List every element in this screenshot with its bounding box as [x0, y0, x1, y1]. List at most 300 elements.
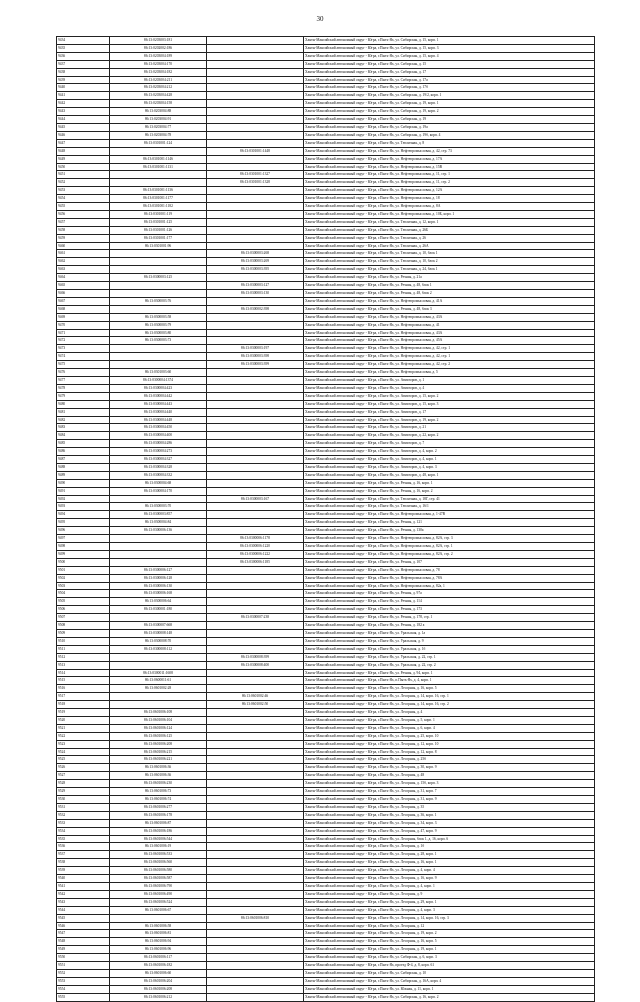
- row-number-cell: 9442: [57, 100, 110, 108]
- table-row: [57, 550, 595, 558]
- building-cadastral-number-cell: [207, 716, 304, 724]
- row-number-cell: 9535: [57, 835, 110, 843]
- building-cadastral-number-cell: [207, 796, 304, 804]
- building-cadastral-number-cell: [207, 60, 304, 68]
- table-row: [57, 52, 595, 60]
- table-row: [57, 131, 595, 139]
- address-cell: Ханты-Мансийский автономный округ - Югра, г.Пыть-Ях, ул. Сибирская, д. 6, корп. 3: [304, 954, 595, 962]
- address-cell: Ханты-Мансийский автономный округ - Югра, г.Пыть-Ях, ул. Речная, д. 107: [304, 558, 595, 566]
- table-row: [57, 242, 595, 250]
- building-cadastral-number-cell: 86:13:0300003:167: [207, 495, 304, 503]
- land-cadastral-number-cell: 86:13:0601006:96: [110, 946, 207, 954]
- table-row: [57, 297, 595, 305]
- table-row: [57, 835, 595, 843]
- building-cadastral-number-cell: [207, 709, 304, 717]
- table-row: [57, 875, 595, 883]
- land-cadastral-number-cell: 86:13:0300004:328: [110, 463, 207, 471]
- building-cadastral-number-cell: [207, 969, 304, 977]
- row-number-cell: 9488: [57, 463, 110, 471]
- table-row: [57, 408, 595, 416]
- table-row: [57, 337, 595, 345]
- row-number-cell: 9487: [57, 456, 110, 464]
- building-cadastral-number-cell: [207, 685, 304, 693]
- table-row: [57, 313, 595, 321]
- address-cell: Ханты-Мансийский автономный округ - Югра, г.Пыть-Ях, ул. Лесорная, д. 25, корп. 10: [304, 732, 595, 740]
- land-cadastral-number-cell: [110, 558, 207, 566]
- land-cadastral-number-cell: 86:13:0300003:70: [110, 503, 207, 511]
- building-cadastral-number-cell: [207, 788, 304, 796]
- table-row: [57, 147, 595, 155]
- address-cell: Ханты-Мансийский автономный округ - Югра, г.Пыть-Ях, ул. Лесорная, д. 25б: [304, 756, 595, 764]
- building-cadastral-number-cell: [207, 52, 304, 60]
- land-cadastral-number-cell: 86:13:0300003:125: [110, 274, 207, 282]
- building-cadastral-number-cell: 86:13:0300008:400: [207, 661, 304, 669]
- table-row: [57, 566, 595, 574]
- row-number-cell: 9537: [57, 851, 110, 859]
- land-cadastral-number-cell: 86:13:0601006:67: [110, 906, 207, 914]
- row-number-cell: 9529: [57, 788, 110, 796]
- building-cadastral-number-cell: [207, 163, 304, 171]
- address-cell: Ханты-Мансийский автономный округ - Югра, г.Пыть-Ях, ул. Сибирская, д. 10: [304, 969, 595, 977]
- land-cadastral-number-cell: 86:13:0203004:77: [110, 123, 207, 131]
- building-cadastral-number-cell: [207, 882, 304, 890]
- land-cadastral-number-cell: 86:13:0301001:125: [110, 218, 207, 226]
- table-row: [57, 962, 595, 970]
- building-cadastral-number-cell: [207, 218, 304, 226]
- address-cell: Ханты-Мансийский автономный округ - Югра, г.Пыть-Ях, ул. Нефтепромысловая, д. 78: [304, 566, 595, 574]
- row-number-cell: 9485: [57, 440, 110, 448]
- table-row: [57, 764, 595, 772]
- table-row: [57, 701, 595, 709]
- building-cadastral-number-cell: [207, 677, 304, 685]
- address-cell: Ханты-Мансийский автономный округ - Югра, г.Пыть-Ях, ул. Лесорная, д. 16, корп. 9: [304, 875, 595, 883]
- land-cadastral-number-cell: [110, 693, 207, 701]
- land-cadastral-number-cell: 86:13:0301001:1131: [110, 163, 207, 171]
- table-row: [57, 108, 595, 116]
- building-cadastral-number-cell: 86:13:0300008:399: [207, 653, 304, 661]
- address-cell: Ханты-Мансийский автономный округ - Югра, г.Пыть-Ях, ул. Тепличная, д. 26А: [304, 242, 595, 250]
- row-number-cell: 9468: [57, 305, 110, 313]
- building-cadastral-number-cell: [207, 313, 304, 321]
- row-number-cell: 9506: [57, 606, 110, 614]
- building-cadastral-number-cell: [207, 384, 304, 392]
- land-cadastral-number-cell: 86:13:0203003:181: [110, 37, 207, 45]
- table-row: [57, 946, 595, 954]
- table-row: [57, 179, 595, 187]
- table-row: [57, 155, 595, 163]
- land-cadastral-number-cell: 86:13:0300004:400: [110, 432, 207, 440]
- building-cadastral-number-cell: [207, 44, 304, 52]
- table-row: [57, 76, 595, 84]
- building-cadastral-number-cell: [207, 993, 304, 1001]
- land-cadastral-number-cell: 86:13:0601006:587: [110, 875, 207, 883]
- land-cadastral-number-cell: [110, 653, 207, 661]
- land-cadastral-number-cell: 86:13:0300004:286: [110, 440, 207, 448]
- row-number-cell: 9505: [57, 598, 110, 606]
- table-row: [57, 84, 595, 92]
- land-cadastral-number-cell: 86:13:0300004:450: [110, 424, 207, 432]
- table-row: [57, 195, 595, 203]
- building-cadastral-number-cell: [207, 954, 304, 962]
- land-cadastral-number-cell: 86:13:0601006:60: [110, 969, 207, 977]
- land-cadastral-number-cell: 86:13:0300004:442: [110, 392, 207, 400]
- address-cell: Ханты-Мансийский автономный округ - Югра, г.Пыть-Ях, ул. Сибирская, д. 16А, корп. 4: [304, 977, 595, 985]
- table-row: [57, 590, 595, 598]
- land-cadastral-number-cell: 86:13:0601006:230: [110, 780, 207, 788]
- row-number-cell: 9483: [57, 424, 110, 432]
- address-cell: Ханты-Мансийский автономный округ - Югра, г.Пыть-Ях, ул. Авиаторов, д. 48, корп. 1: [304, 471, 595, 479]
- row-number-cell: 9464: [57, 274, 110, 282]
- row-number-cell: 9445: [57, 123, 110, 131]
- table-row: [57, 116, 595, 124]
- row-number-cell: 9532: [57, 811, 110, 819]
- table-row: [57, 361, 595, 369]
- row-number-cell: 9449: [57, 155, 110, 163]
- table-row: [57, 598, 595, 606]
- land-cadastral-number-cell: [110, 171, 207, 179]
- building-cadastral-number-cell: [207, 859, 304, 867]
- land-cadastral-number-cell: 86:13:0300003:76: [110, 297, 207, 305]
- land-cadastral-number-cell: 86:13:0300006:128: [110, 574, 207, 582]
- table-row: [57, 780, 595, 788]
- building-cadastral-number-cell: [207, 234, 304, 242]
- land-cadastral-number-cell: [110, 361, 207, 369]
- address-cell: Ханты-Мансийский автономный округ - Югра, г.Пыть-Ях, ул. Уральская, д. 9: [304, 637, 595, 645]
- table-row: [57, 210, 595, 218]
- land-cadastral-number-cell: 86:13:0601006:544: [110, 835, 207, 843]
- building-cadastral-number-cell: [207, 503, 304, 511]
- address-cell: Ханты-Мансийский автономный округ - Югра, г.Пыть-Ях, ул. Нефтепромысловая, д. 17А: [304, 155, 595, 163]
- row-number-cell: 9484: [57, 432, 110, 440]
- row-number-cell: 9459: [57, 234, 110, 242]
- address-cell: Ханты-Мансийский автономный округ - Югра, г.Пыть-Ях, ул. Тепличная, д. 8: [304, 139, 595, 147]
- address-cell: Ханты-Мансийский автономный округ - Югра, г.Пыть-Ях, ул. Сибирская, д. 19, корп. 2: [304, 108, 595, 116]
- land-cadastral-number-cell: 86:13:0203004:158: [110, 100, 207, 108]
- address-cell: Ханты-Мансийский автономный округ - Югра, г.Пыть-Ях, ул. Тепличная, д. 10, блок 2: [304, 258, 595, 266]
- land-cadastral-number-cell: 86:13:0601006:108: [110, 709, 207, 717]
- row-number-cell: 9450: [57, 163, 110, 171]
- row-number-cell: 9479: [57, 392, 110, 400]
- table-row: [57, 290, 595, 298]
- land-cadastral-number-cell: 86:13:0601006:73: [110, 788, 207, 796]
- building-cadastral-number-cell: [207, 851, 304, 859]
- building-cadastral-number-cell: [207, 471, 304, 479]
- building-cadastral-number-cell: 86:13:0300006:1220: [207, 543, 304, 551]
- land-cadastral-number-cell: 86:13:0300003:58: [110, 313, 207, 321]
- table-row: [57, 203, 595, 211]
- address-cell: Ханты-Мансийский автономный округ - Югра, г.Пыть-Ях, ул. Авиаторов, д. 22, корп. 2: [304, 432, 595, 440]
- building-cadastral-number-cell: [207, 724, 304, 732]
- table-row: [57, 851, 595, 859]
- land-cadastral-number-cell: 86:13:0300004:84: [110, 519, 207, 527]
- land-cadastral-number-cell: 86:13:0601006:74: [110, 796, 207, 804]
- address-cell: Ханты-Мансийский автономный округ - Югра, г.Пыть-Ях, ул. Уральская, д. 22, стр. 1: [304, 653, 595, 661]
- address-cell: Ханты-Мансийский автономный округ - Югра, г.Пыть-Ях, ул. Авиаторов, д. 7: [304, 440, 595, 448]
- table-row: [57, 827, 595, 835]
- address-cell: Ханты-Мансийский автономный округ - Югра, г.Пыть-Ях, ул. Нефтепромысловая, д. 12А: [304, 187, 595, 195]
- building-cadastral-number-cell: [207, 84, 304, 92]
- land-cadastral-number-cell: 86:13:0601006:182: [110, 962, 207, 970]
- land-cadastral-number-cell: [110, 543, 207, 551]
- land-cadastral-number-cell: 86:13:0601006:87: [110, 819, 207, 827]
- building-cadastral-number-cell: [207, 629, 304, 637]
- address-cell: Ханты-Мансийский автономный округ - Югра, г.Пыть-Ях, ул. Лесорная, д. 30, корп. 9: [304, 764, 595, 772]
- building-cadastral-number-cell: 86:13:0301001:1448: [207, 147, 304, 155]
- table-row: [57, 274, 595, 282]
- building-cadastral-number-cell: [207, 123, 304, 131]
- row-number-cell: 9496: [57, 527, 110, 535]
- row-number-cell: 9475: [57, 361, 110, 369]
- address-cell: Ханты-Мансийский автономный округ - Югра, г.Пыть-Ях, ул. Сибирская, д. 15: [304, 60, 595, 68]
- building-cadastral-number-cell: 86:13:0601002:50: [207, 701, 304, 709]
- land-cadastral-number-cell: 86:13:0203004:212: [110, 84, 207, 92]
- row-number-cell: 9518: [57, 701, 110, 709]
- address-cell: Ханты-Мансийский автономный округ - Югра, г.Пыть-Ях, ул. Авиаторов, д. 15, корп. 3: [304, 400, 595, 408]
- table-row: [57, 582, 595, 590]
- table-row: [57, 882, 595, 890]
- table-row: [57, 629, 595, 637]
- table-row: [57, 614, 595, 622]
- building-cadastral-number-cell: [207, 827, 304, 835]
- land-cadastral-number-cell: [110, 701, 207, 709]
- land-cadastral-number-cell: [110, 914, 207, 922]
- address-cell: Ханты-Мансийский автономный округ - Югра, г.Пыть-Ях, ул. Нефтепромысловая, д. 1-47В: [304, 511, 595, 519]
- table-row: [57, 930, 595, 938]
- table-row: [57, 693, 595, 701]
- table-row: [57, 969, 595, 977]
- table-row: [57, 400, 595, 408]
- land-cadastral-number-cell: 86:13:0601006:215: [110, 748, 207, 756]
- address-cell: Ханты-Мансийский автономный округ - Югра, г.Пыть-Ях, ул. Сибирская, д. 17: [304, 68, 595, 76]
- building-cadastral-number-cell: [207, 108, 304, 116]
- land-cadastral-number-cell: 86:13:0300007:668: [110, 622, 207, 630]
- row-number-cell: 9544: [57, 906, 110, 914]
- table-row: [57, 384, 595, 392]
- table-row: [57, 123, 595, 131]
- row-number-cell: 9547: [57, 930, 110, 938]
- address-cell: Ханты-Мансийский автономный округ - Югра, г.Пыть-Ях, ул. Нефтепромысловая, д. 42, стр. 73: [304, 147, 595, 155]
- row-number-cell: 9541: [57, 882, 110, 890]
- address-cell: Ханты-Мансийский автономный округ - Югра, г.Пыть-Ях, ул. Уральская, д. 22, стр. 2: [304, 661, 595, 669]
- row-number-cell: 9492: [57, 495, 110, 503]
- building-cadastral-number-cell: [207, 448, 304, 456]
- land-cadastral-number-cell: 86:13:0300004:443: [110, 400, 207, 408]
- land-cadastral-number-cell: 86:13:0300004:440: [110, 408, 207, 416]
- address-cell: Ханты-Мансийский автономный округ - Югра, г.Пыть-Ях, ул. Лесорная, д. 9: [304, 890, 595, 898]
- address-cell: Ханты-Мансийский автономный округ - Югра, г.Пыть-Ях, проезд Ф-4, д. 8, корп. 61: [304, 962, 595, 970]
- row-number-cell: 9531: [57, 803, 110, 811]
- address-cell: Ханты-Мансийский автономный округ - Югра, г.Пыть-Ях, ул. Лесорная, д. 4, корп. 3: [304, 906, 595, 914]
- row-number-cell: 9462: [57, 258, 110, 266]
- address-cell: Ханты-Мансийский автономный округ - Югра, г.Пыть-Ях, п.Пыть-Ях, д. 4, корп. 1: [304, 677, 595, 685]
- land-cadastral-number-cell: [110, 661, 207, 669]
- land-cadastral-number-cell: 86:13:0601006:204: [110, 977, 207, 985]
- building-cadastral-number-cell: [207, 68, 304, 76]
- building-cadastral-number-cell: [207, 100, 304, 108]
- row-number-cell: 9435: [57, 44, 110, 52]
- address-cell: Ханты-Мансийский автономный округ - Югра, г.Пыть-Ях, ул. Нефтепромысловая, д. 82а, 1: [304, 582, 595, 590]
- building-cadastral-number-cell: [207, 732, 304, 740]
- address-cell: Ханты-Мансийский автономный округ - Югра, г.Пыть-Ях, ул. Лесорная, д. 47, корп. 9: [304, 827, 595, 835]
- address-cell: Ханты-Мансийский автономный округ - Югра, г.Пыть-Ях, ул. Лесорная, д. 14, корп. 16, стр. 2: [304, 701, 595, 709]
- row-number-cell: 9438: [57, 68, 110, 76]
- address-cell: Ханты-Мансийский автономный округ - Югра, г.Пыть-Ях, ул. Нефтепромысловая, д. 10Б, корп. 1: [304, 210, 595, 218]
- land-cadastral-number-cell: 86:13:0301003:60: [110, 369, 207, 377]
- row-number-cell: 9489: [57, 471, 110, 479]
- land-cadastral-number-cell: [110, 353, 207, 361]
- address-cell: Ханты-Мансийский автономный округ - Югра, г.Пыть-Ях, ул. Лесорная, д. 14, корп. 16, стр. 1: [304, 693, 595, 701]
- table-row: [57, 471, 595, 479]
- land-cadastral-number-cell: 86:13:0601006:124: [110, 724, 207, 732]
- row-number-cell: 9509: [57, 629, 110, 637]
- land-cadastral-number-cell: 86:13:0301001:1177: [110, 195, 207, 203]
- row-number-cell: 9436: [57, 52, 110, 60]
- land-cadastral-number-cell: 86:13:0300008:70: [110, 637, 207, 645]
- address-cell: Ханты-Мансийский автономный округ - Югра, г.Пыть-Ях, ул. Авиаторов, д. 17: [304, 408, 595, 416]
- row-number-cell: 9517: [57, 693, 110, 701]
- row-number-cell: 9500: [57, 558, 110, 566]
- land-cadastral-number-cell: 86:13:0300011:1608: [110, 669, 207, 677]
- building-cadastral-number-cell: [207, 875, 304, 883]
- row-number-cell: 9473: [57, 345, 110, 353]
- table-row: [57, 819, 595, 827]
- row-number-cell: 9508: [57, 622, 110, 630]
- land-cadastral-number-cell: 86:13:0601006:104: [110, 716, 207, 724]
- table-row: [57, 843, 595, 851]
- land-cadastral-number-cell: 86:13:0202002:186: [110, 44, 207, 52]
- address-cell: Ханты-Мансийский автономный округ - Югра, г.Пыть-Ях, ул. Лесорная, д. 6, корп. 4: [304, 724, 595, 732]
- building-cadastral-number-cell: 86:13:0300003:197: [207, 345, 304, 353]
- row-number-cell: 9520: [57, 716, 110, 724]
- address-cell: Ханты-Мансийский автономный округ - Югра, г.Пыть-Ях, ул. Сибирская, д. 15, корп. 1: [304, 37, 595, 45]
- address-cell: Ханты-Мансийский автономный округ - Югра, г.Пыть-Ях, ул. Нефтепромысловая, д. 41А: [304, 297, 595, 305]
- address-cell: Ханты-Мансийский автономный округ - Югра, г.Пыть-Ях, ул. Лесорная, д. 1б: [304, 843, 595, 851]
- building-cadastral-number-cell: [207, 226, 304, 234]
- address-cell: Ханты-Мансийский автономный округ - Югра, г.Пыть-Ях, ул. Нефтепромысловая, д. 11, стр. 1: [304, 171, 595, 179]
- row-number-cell: 9437: [57, 60, 110, 68]
- address-cell: Ханты-Мансийский автономный округ - Югра, г.Пыть-Ях, ул. Авиаторов, д. 4, корп. 1: [304, 456, 595, 464]
- building-cadastral-number-cell: 86:13:0601002:46: [207, 693, 304, 701]
- row-number-cell: 9522: [57, 732, 110, 740]
- building-cadastral-number-cell: [207, 187, 304, 195]
- row-number-cell: 9521: [57, 724, 110, 732]
- building-cadastral-number-cell: 86:13:0300006:1222: [207, 550, 304, 558]
- address-cell: Ханты-Мансийский автономный округ - Югра, г.Пыть-Ях, ул. Лесорная, д. 12, корп. 10: [304, 740, 595, 748]
- land-cadastral-number-cell: 86:13:0300004:448: [110, 416, 207, 424]
- table-row: [57, 543, 595, 551]
- building-cadastral-number-cell: 86:13:0601006:810: [207, 914, 304, 922]
- row-number-cell: 9458: [57, 226, 110, 234]
- land-cadastral-number-cell: 86:13:0601006:19: [110, 843, 207, 851]
- table-row: [57, 495, 595, 503]
- building-cadastral-number-cell: [207, 843, 304, 851]
- table-row: [57, 977, 595, 985]
- row-number-cell: 9552: [57, 969, 110, 977]
- table-row: [57, 653, 595, 661]
- address-cell: Ханты-Мансийский автономный округ - Югра, г.Пыть-Ях, ул. Авиаторов, д. 4, корп. 3: [304, 463, 595, 471]
- address-cell: Ханты-Мансийский автономный округ - Югра, г.Пыть-Ях, ул. Авиаторов, д. 19, корп. 2: [304, 416, 595, 424]
- table-row: [57, 985, 595, 993]
- address-cell: Ханты-Мансийский автономный округ - Югра, г.Пыть-Ях, ул. Речная, д. 97а: [304, 590, 595, 598]
- table-row: [57, 448, 595, 456]
- table-row: [57, 898, 595, 906]
- land-cadastral-number-cell: 86:13:0300004:170: [110, 487, 207, 495]
- land-cadastral-number-cell: [110, 282, 207, 290]
- land-cadastral-number-cell: 86:13:0301001:177: [110, 234, 207, 242]
- address-cell: Ханты-Мансийский автономный округ - Югра, г.Пыть-Ях, ул. Авиаторов, д. 21: [304, 424, 595, 432]
- address-cell: Ханты-Мансийский автономный округ - Югра, г.Пыть-Ях, ул. Речная, д. 94, корп. 1: [304, 669, 595, 677]
- address-cell: Ханты-Мансийский автономный округ - Югра, г.Пыть-Ях, ул. Сибирская, д. 16, корп. 2: [304, 993, 595, 1001]
- table-row: [57, 329, 595, 337]
- land-cadastral-number-cell: [110, 258, 207, 266]
- building-cadastral-number-cell: [207, 242, 304, 250]
- table-row: [57, 867, 595, 875]
- row-number-cell: 9444: [57, 116, 110, 124]
- table-row: [57, 353, 595, 361]
- building-cadastral-number-cell: [207, 922, 304, 930]
- row-number-cell: 9454: [57, 195, 110, 203]
- building-cadastral-number-cell: [207, 598, 304, 606]
- row-number-cell: 9497: [57, 535, 110, 543]
- building-cadastral-number-cell: [207, 622, 304, 630]
- address-cell: Ханты-Мансийский автономный округ - Югра, г.Пыть-Ях, ул. Нефтепромысловая, д. 78А: [304, 574, 595, 582]
- address-cell: Ханты-Мансийский автономный округ - Югра, г.Пыть-Ях, ул. Нефтепромысловая, д. 42, стр. 2: [304, 361, 595, 369]
- building-cadastral-number-cell: [207, 606, 304, 614]
- table-row: [57, 709, 595, 717]
- table-row: [57, 938, 595, 946]
- address-cell: Ханты-Мансийский автономный округ - Югра, г.Пыть-Ях, ул. Речная, д. 48, блок 1: [304, 282, 595, 290]
- table-row: [57, 250, 595, 258]
- row-number-cell: 9469: [57, 313, 110, 321]
- building-cadastral-number-cell: [207, 669, 304, 677]
- address-cell: Ханты-Мансийский автономный округ - Югра, г.Пыть-Ях, ул. Речная, д. 130а: [304, 527, 595, 535]
- land-cadastral-number-cell: [110, 266, 207, 274]
- building-cadastral-number-cell: [207, 977, 304, 985]
- address-cell: Ханты-Мансийский автономный округ - Югра, г.Пыть-Ях, ул. Сибирская, д. 19а: [304, 123, 595, 131]
- table-row: [57, 661, 595, 669]
- building-cadastral-number-cell: [207, 906, 304, 914]
- row-number-cell: 9460: [57, 242, 110, 250]
- row-number-cell: 9553: [57, 977, 110, 985]
- building-cadastral-number-cell: [207, 946, 304, 954]
- building-cadastral-number-cell: [207, 274, 304, 282]
- row-number-cell: 9480: [57, 400, 110, 408]
- row-number-cell: 9474: [57, 353, 110, 361]
- table-row: [57, 574, 595, 582]
- land-cadastral-number-cell: 86:13:0601006:36: [110, 764, 207, 772]
- building-cadastral-number-cell: [207, 408, 304, 416]
- table-row: [57, 677, 595, 685]
- land-cadastral-number-cell: 86:13:0601006:125: [110, 732, 207, 740]
- building-cadastral-number-cell: [207, 930, 304, 938]
- row-number-cell: 9546: [57, 922, 110, 930]
- table-row: [57, 258, 595, 266]
- building-cadastral-number-cell: [207, 416, 304, 424]
- building-cadastral-number-cell: [207, 424, 304, 432]
- table-row: [57, 669, 595, 677]
- address-cell: Ханты-Мансийский автономный округ - Югра, г.Пыть-Ях, ул. Лесорная, д. 4, корп. 4: [304, 867, 595, 875]
- address-cell: Ханты-Мансийский автономный округ - Югра, г.Пыть-Ях, ул. Тепличная, д. 12, корп. 1: [304, 218, 595, 226]
- table-row: [57, 218, 595, 226]
- table-row: [57, 234, 595, 242]
- address-cell: Ханты-Мансийский автономный округ - Югра, г.Пыть-Ях, ул. Сибирская, д. 15, корп. 3: [304, 44, 595, 52]
- land-cadastral-number-cell: 86:13:0300004:273: [110, 448, 207, 456]
- address-cell: Ханты-Мансийский автономный округ - Югра, г.Пыть-Ях, ул. Лесорная, д. 48: [304, 772, 595, 780]
- table-row: [57, 139, 595, 147]
- building-cadastral-number-cell: [207, 155, 304, 163]
- row-number-cell: 9525: [57, 756, 110, 764]
- table-row: [57, 369, 595, 377]
